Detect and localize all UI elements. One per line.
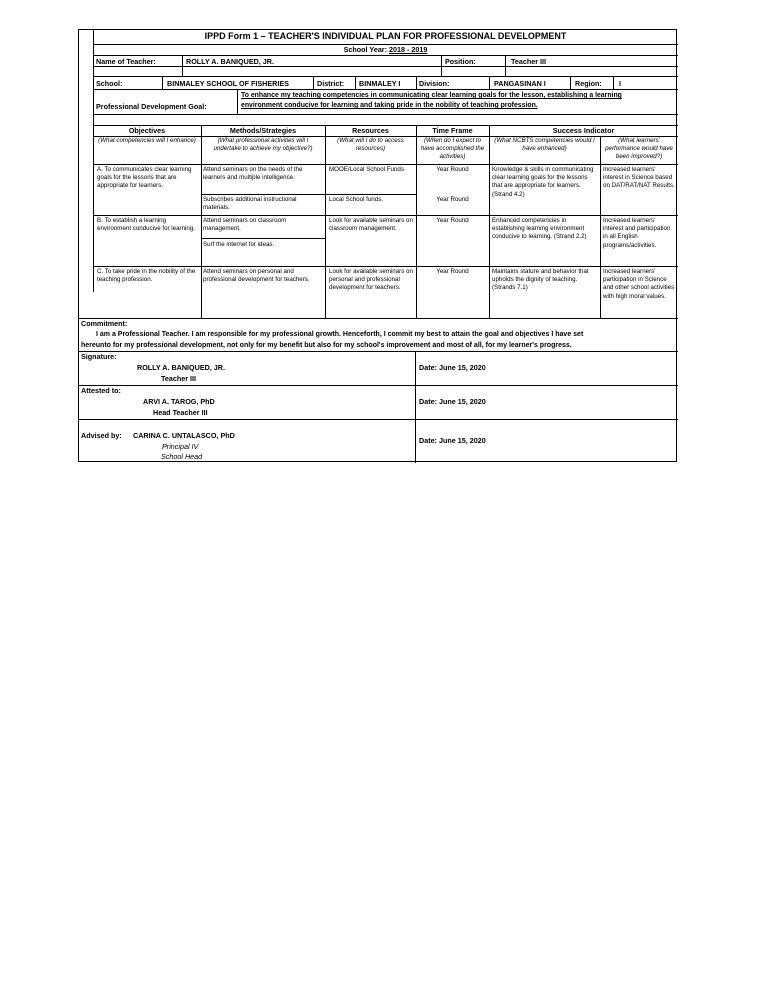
row-c-method-1: Attend seminars on personal and professional development for teachers. <box>203 268 310 284</box>
district-label: District: <box>317 79 345 88</box>
divider <box>93 55 678 56</box>
divider <box>237 89 238 114</box>
advised-name: CARINA C. UNTALASCO, PhD <box>133 431 235 440</box>
divider <box>93 66 678 67</box>
row-c-learners: Increased learners' participation in Science and other school activities with high moral values. <box>603 268 675 300</box>
advised-date: Date: June 15, 2020 <box>419 436 486 445</box>
region: I <box>619 79 621 88</box>
position-label: Position: <box>445 57 476 66</box>
ippd-form <box>78 29 677 462</box>
commitment-label: Commitment: <box>81 319 128 328</box>
divider <box>93 215 678 216</box>
divider <box>93 266 678 267</box>
row-a-time-2: Year Round <box>436 196 469 203</box>
row-b-method-1: Attend seminars on classroom management. <box>203 217 287 233</box>
school-name: BINMALEY SCHOOL OF FISHERIES <box>167 79 289 88</box>
advised-title-2: School Head <box>161 452 203 461</box>
row-a-method-2: Subscribes additional instructional materials. <box>203 196 297 212</box>
row-b-resource-1: Look for available seminars on classroom management. <box>329 217 413 233</box>
header-methods: Methods/Strategies <box>229 126 297 135</box>
divider <box>201 194 416 195</box>
attested-date: Date: June 15, 2020 <box>419 397 486 406</box>
divider <box>79 419 678 420</box>
row-b-learners: Increased learners' interest and participation in all English programs/activities. <box>603 217 671 249</box>
division-label: Division: <box>419 79 450 88</box>
divider <box>201 238 325 239</box>
subheader-learners: (What learners' performance would have been improved?) <box>605 137 673 161</box>
subheader-resources: (What will I do to access resources) <box>337 137 404 153</box>
col-divider <box>325 125 326 318</box>
divider <box>93 164 678 165</box>
commitment-line-1: I am a Professional Teacher. I am responsible for my professional growth. Henceforth, I commit my best to attain the goal and objectives I have set <box>96 331 584 338</box>
col-divider <box>415 351 416 463</box>
subheader-objectives: (What competencies will I enhance) <box>98 137 196 144</box>
form-title: IPPD Form 1 – TEACHER'S INDIVIDUAL PLAN FOR PROFESSIONAL DEVELOPMENT <box>204 31 567 41</box>
row-c-objective: C. To take pride in the nobility of the teaching profession. <box>97 268 196 284</box>
divider <box>489 76 490 89</box>
divider <box>416 76 417 89</box>
col-divider <box>201 125 202 318</box>
signature-title: Teacher III <box>161 374 197 383</box>
row-c-ncbts: Maintains stature and behavior that upholds the dignity of teaching. (Strands 7.1) <box>492 268 589 292</box>
commitment-line-2: hereunto for my professional development, not only for my benefit but also for my school's improvement and most of all, for my learner's progress. <box>81 342 572 349</box>
goal-line-2: environment conducive for learning and taking pride in the nobility of teaching profession. <box>241 102 538 109</box>
divider <box>355 76 356 89</box>
goal-line-1: To enhance my teaching competencies in communicating clear learning goals for the lesson, establishing a learning <box>241 92 622 99</box>
division: PANGASINAN I <box>494 79 546 88</box>
school-year: School Year: 2018 - 2019 <box>343 45 428 54</box>
header-success: Success Indicator <box>552 126 615 135</box>
row-a-resource-2: Local School funds. <box>329 196 384 203</box>
divider <box>613 76 614 89</box>
school-label: School: <box>96 79 123 88</box>
row-a-resource-1: MOOE/Local School Funds <box>329 166 404 173</box>
divider <box>93 76 678 77</box>
signature-label: Signature: <box>81 352 117 361</box>
attested-title: Head Teacher III <box>153 408 208 417</box>
divider <box>79 318 678 319</box>
attested-label: Attested to: <box>81 386 121 395</box>
region-label: Region: <box>575 79 602 88</box>
row-b-ncbts: Enhanced competencies in establishing learning environment conducive to learning. (Strand 2.2) <box>492 217 587 241</box>
row-a-method-1: Attend seminars on the needs of the learners and multiple intelligence. <box>203 166 303 182</box>
row-b-objective: B. To establish a learning environment conducive for learning. <box>97 217 196 233</box>
divider <box>93 89 678 90</box>
goal-label: Professional Development Goal: <box>96 102 207 111</box>
header-objectives: Objectives <box>128 126 166 135</box>
divider <box>162 76 163 89</box>
inner-left-border <box>93 30 94 292</box>
district: BINMALEY I <box>359 79 401 88</box>
teacher-name: ROLLY A. BANIQUED, JR. <box>186 57 274 66</box>
row-a-ncbts: Knowledge & skills in communicating clear learning goals for the lessons that are appropriate for learners. (Strand 4.2) <box>492 166 594 198</box>
divider <box>79 385 678 386</box>
divider <box>570 76 571 89</box>
subheader-ncbts: (What NCBTS competencies would I have enhanced) <box>494 137 595 153</box>
row-b-time: Year Round <box>436 217 469 224</box>
col-divider <box>489 125 490 318</box>
signature-name: ROLLY A. BANIQUED, JR. <box>137 363 225 372</box>
divider <box>79 351 678 352</box>
name-label: Name of Teacher: <box>96 57 156 66</box>
advised-title-1: Principal IV <box>162 442 199 451</box>
divider <box>313 76 314 89</box>
row-a-objective: A. To communicates clear learning goals for the lessons that are appropriate for learners. <box>97 166 192 190</box>
header-resources: Resources <box>352 126 389 135</box>
advised-label: Advised by: <box>81 431 122 440</box>
row-b-method-2: Surf the internet for ideas. <box>203 241 275 248</box>
teacher-position: Teacher III <box>511 57 547 66</box>
row-c-time: Year Round <box>436 268 469 275</box>
divider <box>93 114 678 115</box>
subheader-methods: (What professional activities will I undertake to achieve my objective?) <box>213 137 313 153</box>
subheader-timeframe: (When do I expect to have accomplished the activities) <box>420 137 485 161</box>
signature-date: Date: June 15, 2020 <box>419 363 486 372</box>
row-c-resource-1: Look for available seminars on personal and professional development for teachers. <box>329 268 413 292</box>
row-a-time-1: Year Round <box>436 166 469 173</box>
row-a-learners: Increased learners' interest in Science based on DAT/RAT/NAT Results. <box>603 166 675 190</box>
attested-name: ARVI A. TAROG, PhD <box>143 397 215 406</box>
header-timeframe: Time Frame <box>432 126 473 135</box>
